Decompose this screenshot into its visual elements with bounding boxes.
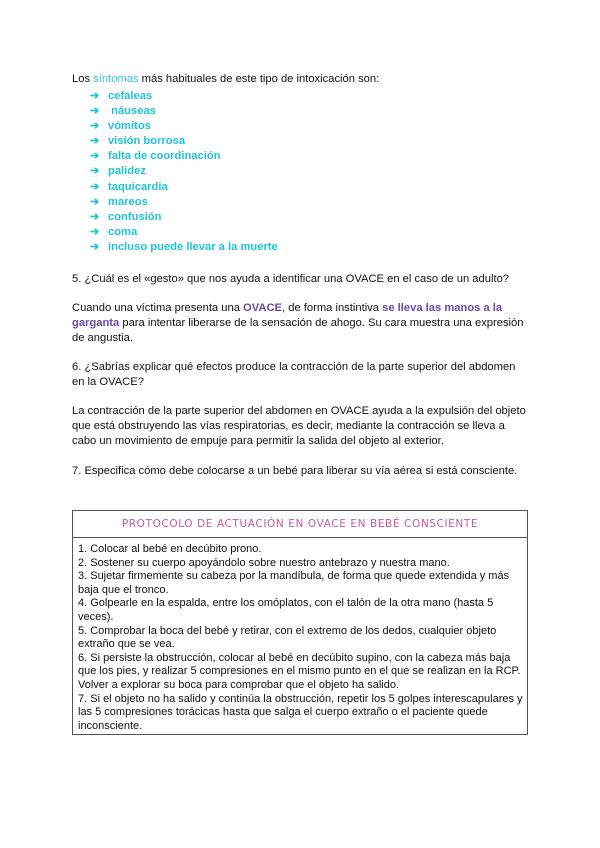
arrow-right-icon: ➔	[90, 90, 100, 102]
question-7: 7. Especifica cómo debe colocarse a un bebé para liberar su vía aérea si está consciente.	[72, 465, 518, 478]
protocol-step: 2. Sostener su cuerpo apoyándolo sobre nuestro antebrazo y nuestra mano.	[78, 556, 450, 569]
question-6: 6. ¿Sabrías explicar qué efectos produce la contracción de la parte superior del abdomen en la OVACE?	[72, 361, 516, 389]
list-item: ➔ palidez	[90, 164, 530, 179]
arrow-right-icon: ➔	[90, 105, 100, 118]
list-item: ➔ mareos	[90, 195, 530, 210]
protocol-step: 3. Sujetar firmemente su cabeza por la mandíbula, de forma que quede extendida y más baja que el tronco.	[78, 570, 510, 596]
list-item: ➔ incluso puede llevar a la muerte	[90, 240, 530, 255]
arrow-right-icon: ➔	[90, 150, 100, 163]
answer-6: La contracción de la parte superior del abdomen en OVACE ayuda a la expulsión del objeto que está obstruyendo las vías respiratorias, es decir, mediante la contracción se lleva a cabo un movimiento de empuje para permitir la salida del objeto al exterior.	[72, 405, 526, 448]
arrow-right-icon: ➔	[90, 135, 100, 148]
list-item: ➔ vómitos	[90, 119, 530, 134]
symptoms-list	[72, 89, 530, 255]
protocol-step: 1. Colocar al bebé en decúbito prono.	[78, 543, 262, 555]
intro-keyword: síntomas	[93, 73, 139, 85]
gesture-highlight: se lleva las manos a la garganta	[72, 302, 503, 330]
list-item: ➔ náuseas	[90, 104, 530, 119]
intro-suffix: más habituales de este tipo de intoxicación son:	[138, 73, 380, 85]
arrow-right-icon: ➔	[90, 240, 100, 253]
arrow-right-icon: ➔	[90, 180, 100, 193]
protocol-step: 6. Si persiste la obstrucción, colocar al bebé en decúbito supino, con la cabeza más baja que los pies, y realizar 5 compresiones en el mismo punto en el que se realizan en la RCP. Volver a explorar su boca para comprobar que el objeto ha salido.	[78, 651, 521, 691]
protocol-box	[72, 510, 528, 735]
arrow-right-icon: ➔	[90, 165, 100, 178]
list-item: ➔ cefaleas	[90, 89, 530, 104]
list-item: ➔ taquicardia	[90, 180, 530, 195]
symptoms-intro	[72, 72, 530, 87]
list-item: ➔ coma	[90, 225, 530, 240]
document-page	[72, 72, 530, 479]
question-5: 5. ¿Cuál es el «gesto» que nos ayuda a identificar una OVACE en el caso de un adulto?	[72, 273, 510, 286]
protocol-title: PROTOCOLO DE ACTUACIÓN EN OVACE EN BEBÉ CONSCIENTE	[73, 511, 527, 538]
list-item: ➔ confusión	[90, 210, 530, 225]
answer-5: Cuando una víctima presenta una OVACE, de forma instintiva se lleva las manos a la garganta para intentar liberarse de la sensación de ahogo. Su cara muestra una expresión de angustia.	[72, 302, 524, 345]
arrow-right-icon: ➔	[90, 225, 100, 238]
protocol-steps	[73, 538, 527, 733]
protocol-step: 4. Golpearle en la espalda, entre los omóplatos, con el talón de la otra mano (hasta 5 veces).	[78, 597, 494, 623]
protocol-step: 7. Si el objeto no ha salido y continúa la obstrucción, repetir los 5 golpes interescapulares y las 5 compresiones torácicas hasta que salga el cuerpo extraño o el paciente quede inconsciente.	[78, 692, 523, 732]
arrow-right-icon: ➔	[90, 120, 100, 133]
list-item: ➔ visión borrosa	[90, 134, 530, 149]
intro-prefix: Los	[72, 73, 94, 85]
arrow-right-icon: ➔	[90, 210, 100, 223]
list-item: ➔ falta de coordinación	[90, 149, 530, 164]
arrow-right-icon: ➔	[90, 195, 100, 208]
ovace-term: OVACE	[243, 302, 282, 315]
protocol-step: 5. Comprobar la boca del bebé y retirar, con el extremo de los dedos, cualquier objeto extraño que se vea.	[78, 624, 497, 651]
